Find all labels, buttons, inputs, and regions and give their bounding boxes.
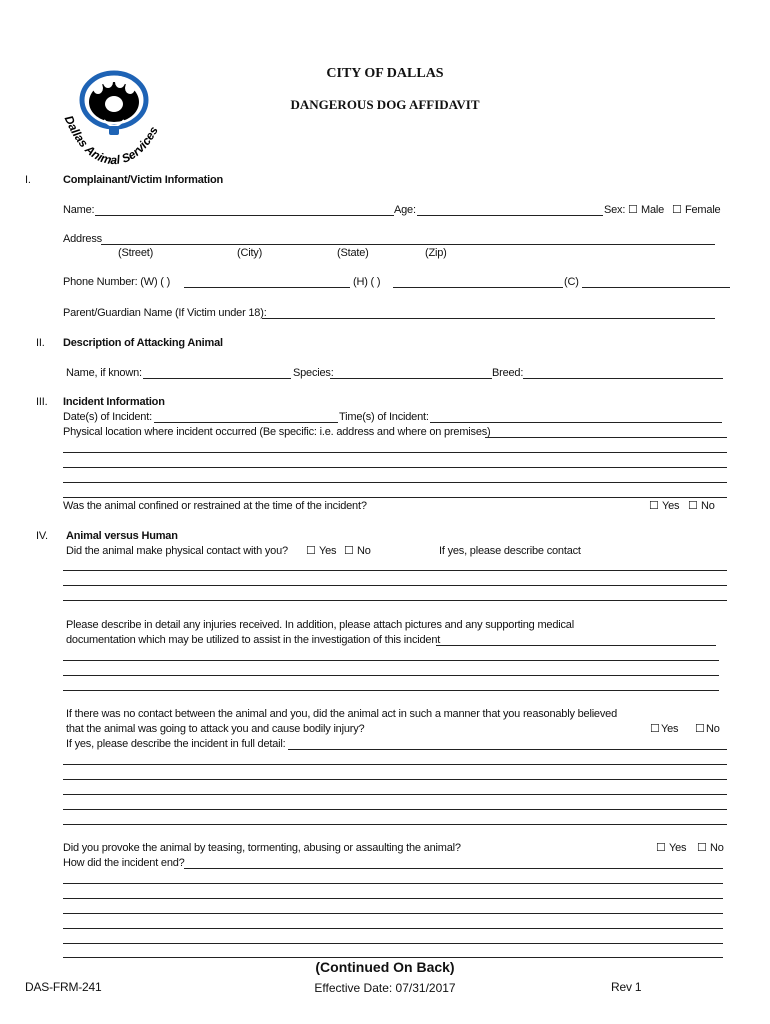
incident-end-line[interactable] bbox=[63, 883, 723, 884]
continued-on-back: (Continued On Back) bbox=[315, 959, 455, 975]
home-phone-field[interactable] bbox=[393, 287, 563, 288]
provoke-question: Did you provoke the animal by teasing, tormenting, abusing or assaulting the animal? bbox=[63, 842, 461, 854]
confined-question: Was the animal confined or restrained at the time of the incident? bbox=[63, 500, 367, 512]
section-2-title: Description of Attacking Animal bbox=[63, 337, 223, 349]
animal-name-field[interactable] bbox=[143, 378, 291, 379]
name-label: Name: bbox=[63, 204, 95, 216]
section-4-number: IV. bbox=[36, 530, 48, 542]
female-checkbox[interactable] bbox=[672, 204, 682, 217]
home-phone-label: (H) ( ) bbox=[353, 276, 381, 288]
times-label: Time(s) of Incident: bbox=[339, 411, 429, 423]
confined-yes-checkbox[interactable] bbox=[649, 500, 659, 513]
section-3-title: Incident Information bbox=[63, 396, 165, 408]
age-label: Age: bbox=[394, 204, 416, 216]
phone-label: Phone Number: (W) ( ) bbox=[63, 276, 171, 288]
age-field[interactable] bbox=[417, 215, 603, 216]
sex-label: Sex: bbox=[604, 204, 626, 216]
male-checkbox[interactable] bbox=[628, 204, 638, 217]
incident-end-line[interactable] bbox=[63, 913, 723, 914]
animal-name-label: Name, if known: bbox=[66, 367, 142, 379]
breed-label: Breed: bbox=[492, 367, 524, 379]
confined-yes-label: Yes bbox=[662, 500, 680, 512]
provoke-no-checkbox[interactable] bbox=[697, 842, 707, 855]
injuries-line[interactable] bbox=[63, 675, 719, 676]
contact-line[interactable] bbox=[63, 585, 727, 586]
location-label: Physical location where incident occurred (Be specific: i.e. address and where on premises) bbox=[63, 426, 491, 438]
provoke-yes-label: Yes bbox=[669, 842, 687, 854]
threat-field[interactable] bbox=[288, 749, 727, 750]
location-line[interactable] bbox=[63, 452, 727, 453]
section-3-number: III. bbox=[36, 396, 48, 408]
location-line[interactable] bbox=[63, 497, 727, 498]
times-field[interactable] bbox=[430, 422, 722, 423]
section-1-number: I. bbox=[25, 174, 31, 186]
threat-line[interactable] bbox=[63, 824, 727, 825]
confined-no-checkbox[interactable] bbox=[688, 500, 698, 513]
section-4-title: Animal versus Human bbox=[66, 530, 178, 542]
work-phone-field[interactable] bbox=[184, 287, 350, 288]
provoke-yes-checkbox[interactable] bbox=[656, 842, 666, 855]
no-contact-text-3: If yes, please describe the incident in full detail: bbox=[66, 738, 286, 750]
contact-question: Did the animal make physical contact with you? bbox=[66, 545, 288, 557]
injuries-field[interactable] bbox=[436, 645, 716, 646]
incident-end-line[interactable] bbox=[63, 957, 723, 958]
revision: Rev 1 bbox=[611, 980, 642, 994]
name-field[interactable] bbox=[95, 215, 394, 216]
confined-no-label: No bbox=[701, 500, 715, 512]
threat-yes-label: Yes bbox=[661, 723, 679, 735]
contact-yes-label: Yes bbox=[319, 545, 337, 557]
cell-phone-label: (C) bbox=[564, 276, 579, 288]
male-label: Male bbox=[641, 204, 665, 216]
no-contact-text-2: that the animal was going to attack you and cause bodily injury? bbox=[66, 723, 365, 735]
address-field[interactable] bbox=[101, 244, 715, 245]
form-number: DAS-FRM-241 bbox=[25, 980, 102, 994]
incident-end-field[interactable] bbox=[184, 868, 723, 869]
threat-line[interactable] bbox=[63, 794, 727, 795]
contact-no-checkbox[interactable] bbox=[344, 545, 354, 558]
breed-field[interactable] bbox=[523, 378, 723, 379]
guardian-field[interactable] bbox=[262, 318, 715, 319]
threat-no-label: No bbox=[706, 723, 720, 735]
threat-line[interactable] bbox=[63, 779, 727, 780]
page-subtitle: DANGEROUS DOG AFFIDAVIT bbox=[290, 97, 480, 112]
female-label: Female bbox=[685, 204, 721, 216]
species-field[interactable] bbox=[330, 378, 492, 379]
incident-end-line[interactable] bbox=[63, 898, 723, 899]
state-label: (State) bbox=[337, 247, 369, 259]
location-line[interactable] bbox=[63, 482, 727, 483]
contact-line[interactable] bbox=[63, 570, 727, 571]
injuries-text-1: Please describe in detail any injuries received. In addition, please attach pictures and any supporting medical bbox=[66, 619, 574, 631]
threat-no-checkbox[interactable] bbox=[695, 723, 705, 736]
zip-label: (Zip) bbox=[425, 247, 447, 259]
contact-line[interactable] bbox=[63, 600, 727, 601]
logo-text: Dallas Animal Services bbox=[61, 113, 161, 168]
no-contact-text-1: If there was no contact between the animal and you, did the animal act in such a manner that you reasonably believed bbox=[66, 708, 617, 720]
dates-field[interactable] bbox=[154, 422, 338, 423]
guardian-label: Parent/Guardian Name (If Victim under 18): bbox=[63, 307, 267, 319]
address-label: Address bbox=[63, 233, 102, 245]
dates-label: Date(s) of Incident: bbox=[63, 411, 152, 423]
incident-end-question: How did the incident end? bbox=[63, 857, 185, 869]
effective-date: Effective Date: 07/31/2017 bbox=[314, 981, 456, 995]
section-2-number: II. bbox=[36, 337, 45, 349]
incident-end-line[interactable] bbox=[63, 943, 723, 944]
injuries-text-2: documentation which may be utilized to assist in the investigation of this incident bbox=[66, 634, 441, 646]
location-line[interactable] bbox=[63, 467, 727, 468]
species-label: Species: bbox=[293, 367, 334, 379]
location-field[interactable] bbox=[485, 437, 727, 438]
section-1-title: Complainant/Victim Information bbox=[63, 174, 224, 186]
injuries-line[interactable] bbox=[63, 690, 719, 691]
incident-end-line[interactable] bbox=[63, 928, 723, 929]
describe-contact-label: If yes, please describe contact bbox=[439, 545, 581, 557]
street-label: (Street) bbox=[118, 247, 154, 259]
city-label: (City) bbox=[237, 247, 263, 259]
provoke-no-label: No bbox=[710, 842, 724, 854]
threat-yes-checkbox[interactable] bbox=[650, 723, 660, 736]
contact-no-label: No bbox=[357, 545, 371, 557]
page-title: CITY OF DALLAS bbox=[326, 66, 444, 81]
threat-line[interactable] bbox=[63, 764, 727, 765]
contact-yes-checkbox[interactable] bbox=[306, 545, 316, 558]
threat-line[interactable] bbox=[63, 809, 727, 810]
cell-phone-field[interactable] bbox=[582, 287, 730, 288]
injuries-line[interactable] bbox=[63, 660, 719, 661]
